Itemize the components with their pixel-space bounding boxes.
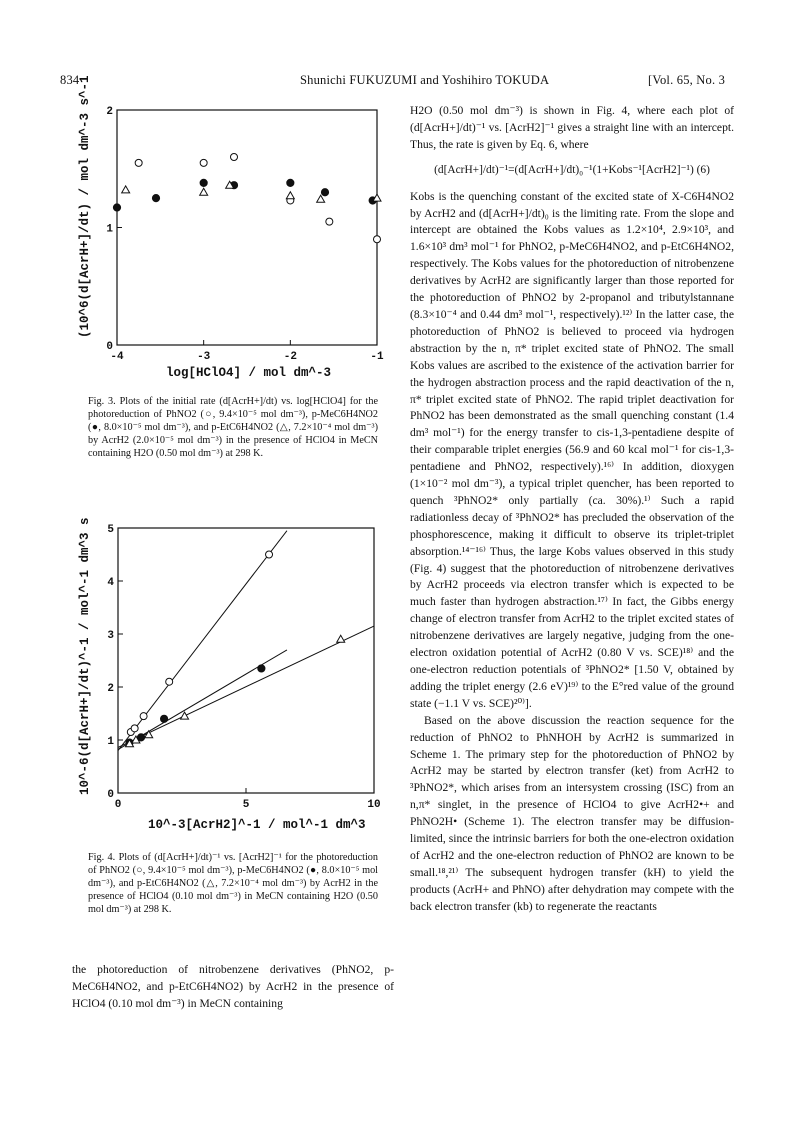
y-tick-label: 2 — [106, 106, 113, 118]
x-tick-label: -1 — [370, 351, 384, 363]
y-tick-label: 4 — [107, 577, 114, 589]
y-tick-label: 5 — [107, 524, 114, 536]
y-tick-label: 1 — [106, 223, 113, 236]
data-point-open-triangle — [181, 712, 189, 719]
x-tick-label: 10 — [367, 799, 381, 811]
data-point-open-triangle — [337, 635, 345, 642]
figure-3-chart — [92, 100, 392, 370]
data-point-filled-circle — [152, 195, 159, 202]
data-point-open-circle — [374, 236, 381, 243]
fig3-x-axis-label: log[HClO4] / mol dm^-3 — [166, 366, 332, 380]
data-point-filled-circle — [160, 715, 167, 722]
right-column-text — [410, 103, 734, 916]
x-tick-label: -3 — [197, 351, 211, 363]
data-point-open-triangle — [122, 186, 130, 193]
x-tick-label: -2 — [283, 351, 297, 363]
paragraph-3: Based on the above discussion the reaction sequence for the reduction of PhNO2 to PhNHOH by AcrH2 is summarized in Scheme 1. The primary step for the photoreduction of PhNO2 by AcrH2 may be started by electron transfer (ket) from AcrH2 to ³PhNO2*, which arises from an intersystem crossing (ISC) from an n,π* singlet, in the presence of HClO4 to give AcrH2•+ and PhNO2H• (Scheme 1). The electron transfer may be diffusion-limited, since the intrinsic barriers for both the one-electron oxidation of AcrH2 and the one-electron reduction of PhNO2 are known to be small.¹⁸,²¹⁾ The subsequent hydrogen transfer (kH) to yield the products (AcrH+ and PhNO) after dehydration may compete with the back electron transfer (kb) to regenerate the reactants — [410, 713, 734, 913]
data-point-filled-circle — [113, 204, 120, 211]
data-point-open-circle — [140, 713, 147, 720]
paragraph-2: Kobs is the quenching constant of the excited state of X-C6H4NO2 by AcrH2 and (d[AcrH+]/dt)₀ is the limiting rate. From the slope and intercept are obtained the Kobs values as 1.2×10⁴, 2.9×10³, and 1.6×10³ dm³ mol⁻¹ for PhNO2, p-MeC6H4NO2, and p-EtC6H4NO2, respectively. The Kobs values for the photoreduction of nitrobenzene derivatives by AcrH2 are significantly larger than those reported for the photoreduction of PhNO2 by 2-propanol and tributylstannane (8.3×10⁻⁴ and 0.44 dm³ mol⁻¹, respectively).¹²⁾ In the latter case, the photoreduction of PhNO2 is believed to proceed via hydrogen abstraction by the n, π* triplet excited state of PhNO2. The small Kobs values are ascribed to the existence of the activation barrier for the hydrogen abstraction process and the rapid deactivation of the n, π* triplet excited state of PhNO2. The rapid triplet deactivation for PhNO2 has been demonstrated as the small quenching constant (1.4 dm³ mol⁻¹) for the energy transfer to cis-1,3-pentadiene despite of their comparable triplet energies (56.9 and 60 kcal mol⁻¹ for cis-1,3-pentadiene and PhNO2, respectively).¹⁶⁾ In addition, dioxygen (1×10⁻² mol dm⁻³), a typical triplet quencher, has been reported to quench ³PhNO2* only partially (ca. 30%).¹⁾ Such a rapid radiationless decay of ³PhNO2* has precluded the observation of the phosphorescence, making it difficult to observe its triplet-triplet absorption.¹⁴⁻¹⁶⁾ Thus, the large Kobs values observed in this study (Fig. 4) suggest that the photoreduction of nitrobenzene derivatives by AcrH2 proceeds via electron transfer which is expected to be much faster than hydrogen abstraction.¹⁷⁾ In fact, the Gibbs energy change of electron transfer from AcrH2 to the triplet excited states of nitrobenzene derivatives are largely negative, judging from the one-electron oxidation potential of AcrH2 (0.80 V vs. SCE)¹⁸⁾ and the one-electron reduction potentials of ³PhNO2* [1.50 V, obtained by adding the triplet energy (2.6 eV)¹⁹⁾ to the E°red value of the ground state (−1.1 V vs. SCE)²⁰⁾]. — [410, 189, 734, 710]
y-tick-label: 0 — [106, 341, 113, 353]
x-tick-label: 0 — [114, 799, 122, 811]
y-tick-label: 0 — [107, 789, 114, 801]
data-point-open-triangle — [286, 192, 294, 199]
left-paragraph: the photoreduction of nitrobenzene derivatives (PhNO2, p-MeC6H4NO2, and p-EtC6H4NO2) by AcrH2 in the presence of HClO4 (0.10 mol dm⁻³) in MeCN containing — [72, 963, 394, 1010]
data-point-filled-circle — [321, 189, 328, 196]
data-point-filled-circle — [258, 665, 265, 672]
paragraph-1: H2O (0.50 mol dm⁻³) is shown in Fig. 4, where each plot of (d[AcrH+]/dt)⁻¹ vs. [AcrH2]⁻¹ gives a straight line with an intercept. Thus, the rate is given by Eq. 6, where — [410, 104, 734, 151]
running-authors: Shunichi FUKUZUMI and Yoshihiro TOKUDA — [300, 73, 550, 87]
data-point-open-circle — [166, 678, 173, 685]
data-point-open-circle — [231, 154, 238, 161]
y-tick-label: 2 — [107, 683, 114, 695]
fit-line — [118, 626, 374, 747]
equation-6: (d[AcrH+]/dt)⁻¹=(d[AcrH+]/dt)₀⁻¹(1+Kobs⁻¹[AcrH2]⁻¹) (6) — [434, 163, 710, 176]
data-point-open-circle — [200, 159, 207, 166]
data-point-filled-circle — [287, 179, 294, 186]
fig4-y-axis-label: 10^-6(d[AcrH+]/dt)^-1 / mol^-1 dm^3 s — [78, 517, 92, 795]
fig4-x-axis-label: 10^-3[AcrH2]^-1 / mol^-1 dm^3 — [148, 818, 366, 832]
y-tick-label: 1 — [107, 736, 114, 748]
data-point-open-circle — [326, 218, 333, 225]
y-tick-label: 3 — [107, 630, 114, 642]
fig3-y-axis-label: (10^6(d[AcrH+]/dt) / mol dm^-3 s^-1 — [78, 75, 92, 338]
x-tick-label: 5 — [242, 799, 250, 811]
page-number: 834 — [60, 73, 80, 87]
journal-volume: [Vol. 65, No. 3 — [648, 73, 726, 87]
x-tick-label: -4 — [110, 351, 124, 363]
data-point-open-circle — [135, 159, 142, 166]
data-point-open-circle — [266, 551, 273, 558]
plot-frame — [118, 528, 374, 793]
data-point-open-circle — [131, 725, 138, 732]
figure-3-caption: Fig. 3. Plots of the initial rate (d[AcrH+]/dt) vs. log[HClO4] for the photoreduction of PhNO2 (○, 9.4×10⁻⁵ mol dm⁻³), p-MeC6H4NO2 (●, 8.0×10⁻⁵ mol dm⁻³), and p-EtC6H4NO2 (△, 7.2×10⁻⁴ mol dm⁻³) by AcrH2 (2.0×10⁻⁵ mol dm⁻³) in the presence of HClO4 in MeCN containing H2O (0.50 mol dm⁻³) at 298 K. — [88, 396, 378, 459]
plot-frame — [117, 110, 377, 345]
data-point-open-triangle — [317, 195, 325, 202]
figure-4-chart — [94, 518, 394, 818]
data-point-open-triangle — [200, 188, 208, 195]
left-column-text — [72, 962, 394, 1013]
data-point-filled-circle — [200, 179, 207, 186]
figure-4-caption: Fig. 4. Plots of (d[AcrH+]/dt)⁻¹ vs. [AcrH2]⁻¹ for the photoreduction of PhNO2 (○, 9.4×10⁻⁵ mol dm⁻³), p-MeC6H4NO2 (●, 8.0×10⁻⁵ mol dm⁻³), and p-EtC6H4NO2 (△, 7.2×10⁻⁴ mol dm⁻³) by AcrH2 in the presence of HClO4 (0.10 mol dm⁻³) in MeCN containing H2O (0.50 mol dm⁻³) at 298 K. — [88, 852, 378, 915]
